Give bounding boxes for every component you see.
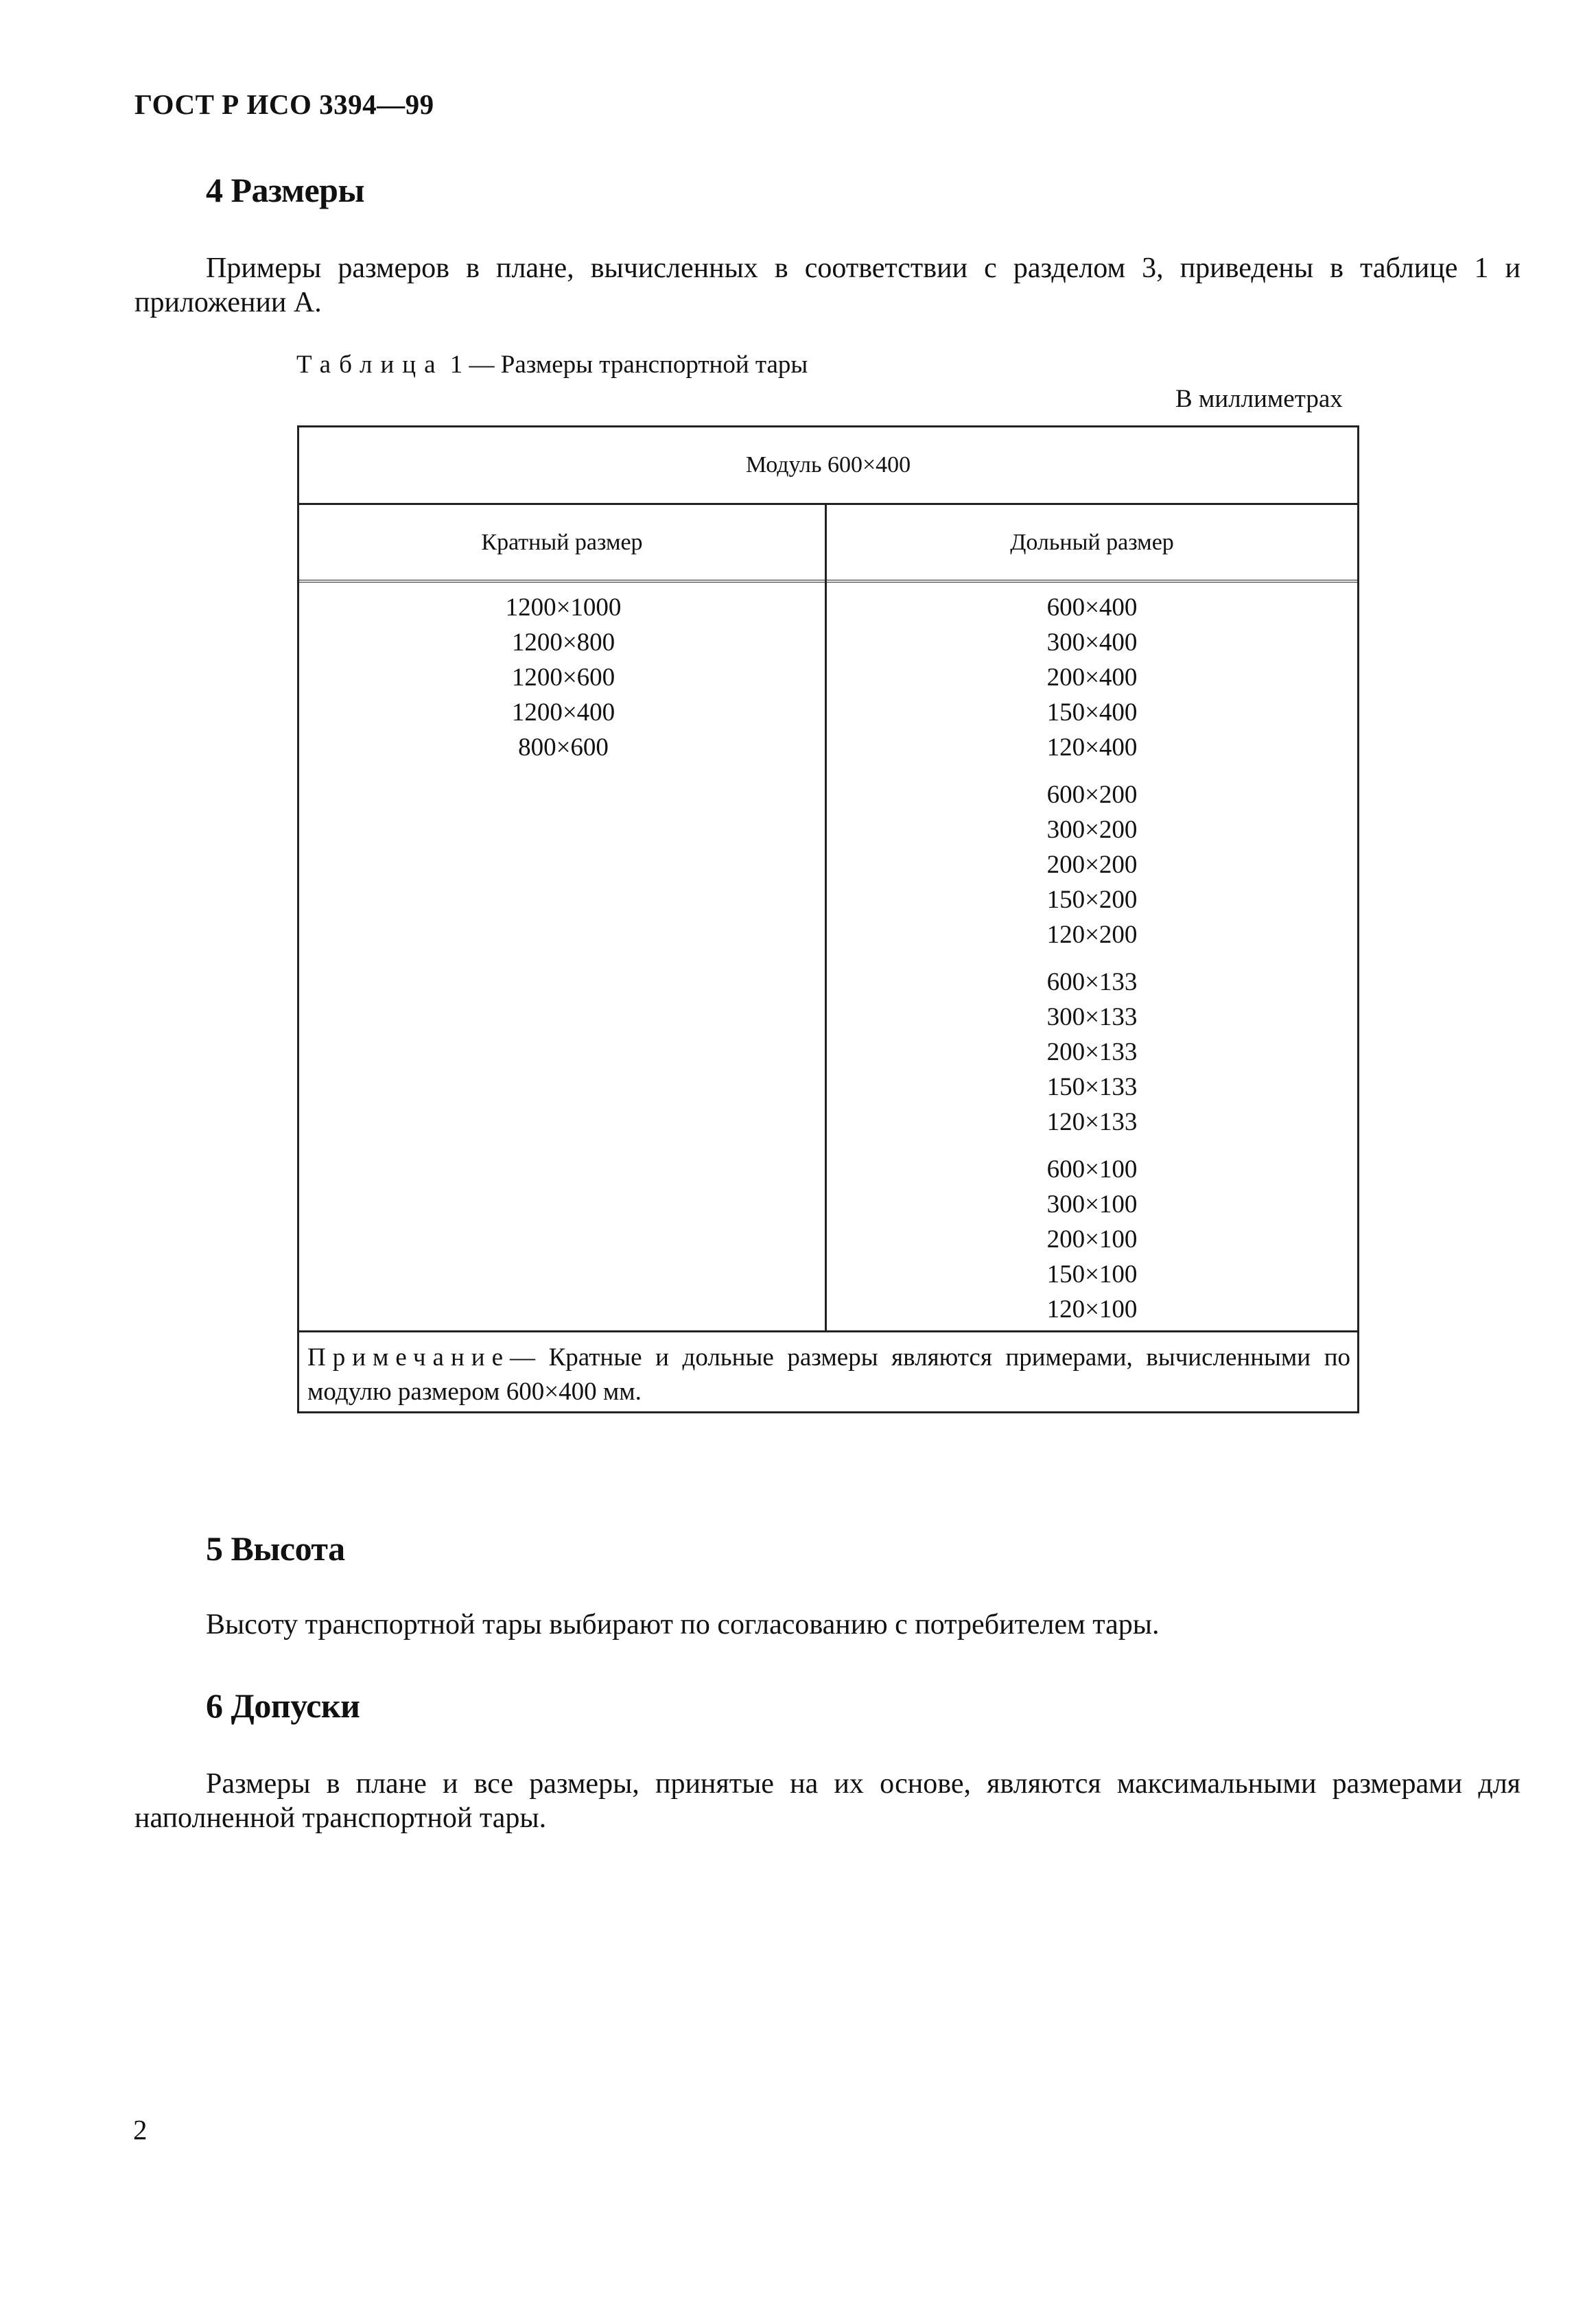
fractional-size: 300×100 [1046,1190,1138,1219]
section-4-paragraph: Примеры размеров в плане, вычисленных в соответствии с разделом 3, приведены в таблице 1 и приложении А. [134,252,1521,318]
section-4-title: 4 Размеры [206,171,365,209]
fractional-size: 150×133 [1046,1073,1138,1101]
table-units: В миллиметрах [1175,385,1343,413]
table-caption-text: 1 — Размеры транспортной тары [443,351,808,379]
fractional-size: 150×400 [1046,698,1138,727]
page-number: 2 [133,2114,148,2145]
fractional-size: 200×100 [1046,1225,1138,1254]
table-note [299,1330,1357,1411]
note-label: Примечание [307,1343,510,1372]
column-header-fractional: Дольный размер [1010,529,1174,555]
multiple-size: 1200×400 [511,698,615,727]
section-5-paragraph: Высоту транспортной тары выбирают по согласованию с потребителем тары. [206,1609,1160,1640]
table-module-row: Модуль 600×400 [299,427,1357,505]
note-text: — Кратные и дольные размеры являются примерами, вычисленными по модулю размером 600×400 мм. [307,1343,1350,1406]
fractional-sizes-column [827,590,1357,1327]
fractional-size: 600×400 [1046,593,1138,622]
multiple-sizes-column [299,590,825,765]
fractional-size: 300×400 [1046,628,1138,657]
fractional-size: 600×200 [1046,781,1138,809]
fractional-group [827,965,1357,1140]
column-header-multiple: Кратный размер [481,529,643,555]
fractional-size: 200×133 [1046,1038,1138,1066]
multiple-size: 800×600 [518,733,609,762]
fractional-size: 200×400 [1046,663,1138,692]
fractional-size: 150×200 [1046,886,1138,914]
fractional-size: 120×200 [1046,921,1138,949]
fractional-group [827,777,1357,952]
multiple-size: 1200×800 [511,628,615,657]
fractional-size: 300×200 [1046,816,1138,844]
fractional-group [827,590,1357,765]
fractional-size: 120×100 [1046,1295,1138,1323]
multiple-size: 1200×600 [511,663,615,692]
fractional-size: 600×133 [1046,968,1138,996]
fractional-group [827,1152,1357,1327]
table-caption [296,350,808,379]
sizes-table [297,425,1359,1413]
fractional-size: 120×133 [1046,1108,1138,1136]
fractional-size: 200×200 [1046,851,1138,879]
fractional-size: 600×100 [1046,1155,1138,1184]
table-header-row [299,505,1357,583]
table-caption-label: Таблица [296,351,444,379]
document-code: ГОСТ Р ИСО 3394—99 [134,89,434,120]
section-6-paragraph: Размеры в плане и все размеры, принятые на их основе, являются максимальными размерами для наполненной транспортной тары. [134,1768,1521,1834]
fractional-size: 120×400 [1046,733,1138,762]
fractional-size: 300×133 [1046,1003,1138,1031]
fractional-size: 150×100 [1046,1260,1138,1289]
section-5-title: 5 Высота [206,1529,345,1568]
multiple-size: 1200×1000 [505,593,622,622]
section-6-title: 6 Допуски [206,1686,360,1725]
